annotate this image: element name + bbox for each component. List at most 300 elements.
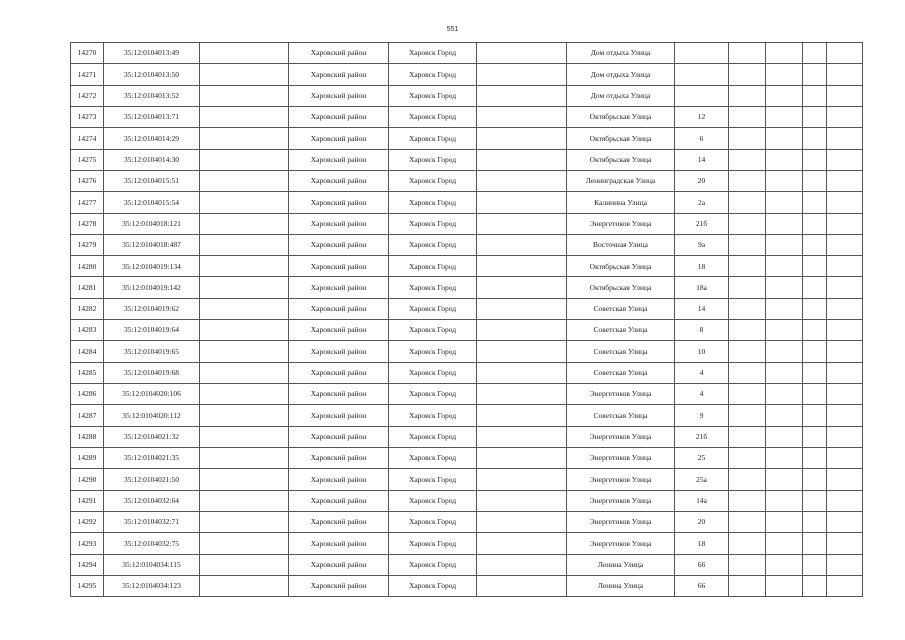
city-cell: Харовск Город xyxy=(389,128,477,149)
city-cell: Харовск Город xyxy=(389,298,477,319)
cadastral-number-cell: 35:12:0104019:65 xyxy=(104,341,200,362)
street-cell: Советская Улица xyxy=(567,298,675,319)
table-body xyxy=(71,43,863,597)
district-cell: Харовский район xyxy=(289,320,389,341)
table-row xyxy=(71,277,863,298)
street-cell: Советская Улица xyxy=(567,362,675,383)
cadastral-number-cell: 35:12:0104021:35 xyxy=(104,447,200,468)
house-number-cell: 25а xyxy=(675,469,729,490)
district-cell: Харовский район xyxy=(289,405,389,426)
city-cell: Харовск Город xyxy=(389,85,477,106)
house-number-cell: 20 xyxy=(675,170,729,191)
table-row xyxy=(71,362,863,383)
empty-cell xyxy=(200,170,289,191)
empty-cell xyxy=(477,426,567,447)
empty-cell xyxy=(827,298,863,319)
district-cell: Харовский район xyxy=(289,149,389,170)
cadastral-number-cell: 35:12:0104018:487 xyxy=(104,234,200,255)
empty-cell xyxy=(803,277,827,298)
row-number-cell: 14282 xyxy=(71,298,104,319)
cadastral-number-cell: 35:12:0104013:49 xyxy=(104,43,200,64)
city-cell: Харовск Город xyxy=(389,341,477,362)
house-number-cell: 14 xyxy=(675,298,729,319)
city-cell: Харовск Город xyxy=(389,170,477,191)
row-number-cell: 14291 xyxy=(71,490,104,511)
cadastral-number-cell: 35:12:0104014:29 xyxy=(104,128,200,149)
empty-cell xyxy=(803,192,827,213)
city-cell: Харовск Город xyxy=(389,490,477,511)
city-cell: Харовск Город xyxy=(389,405,477,426)
city-cell: Харовск Город xyxy=(389,426,477,447)
district-cell: Харовский район xyxy=(289,447,389,468)
empty-cell xyxy=(200,511,289,532)
district-cell: Харовский район xyxy=(289,511,389,532)
table-row xyxy=(71,149,863,170)
city-cell: Харовск Город xyxy=(389,575,477,596)
row-number-cell: 14293 xyxy=(71,533,104,554)
empty-cell xyxy=(827,554,863,575)
street-cell: Октябрьская Улица xyxy=(567,106,675,127)
table-row xyxy=(71,256,863,277)
row-number-cell: 14295 xyxy=(71,575,104,596)
empty-cell xyxy=(803,469,827,490)
empty-cell xyxy=(766,384,803,405)
street-cell: Октябрьская Улица xyxy=(567,149,675,170)
empty-cell xyxy=(200,320,289,341)
district-cell: Харовский район xyxy=(289,575,389,596)
district-cell: Харовский район xyxy=(289,192,389,213)
house-number-cell xyxy=(675,85,729,106)
city-cell: Харовск Город xyxy=(389,511,477,532)
cadastral-number-cell: 35:12:0104019:68 xyxy=(104,362,200,383)
empty-cell xyxy=(729,149,766,170)
empty-cell xyxy=(729,192,766,213)
row-number-cell: 14283 xyxy=(71,320,104,341)
row-number-cell: 14279 xyxy=(71,234,104,255)
cadastral-number-cell: 35:12:0104019:142 xyxy=(104,277,200,298)
city-cell: Харовск Город xyxy=(389,362,477,383)
street-cell: Энергетиков Улица xyxy=(567,490,675,511)
city-cell: Харовск Город xyxy=(389,149,477,170)
empty-cell xyxy=(766,447,803,468)
empty-cell xyxy=(729,298,766,319)
street-cell: Дом отдыха Улица xyxy=(567,43,675,64)
city-cell: Харовск Город xyxy=(389,106,477,127)
street-cell: Энергетиков Улица xyxy=(567,447,675,468)
empty-cell xyxy=(766,511,803,532)
street-cell: Энергетиков Улица xyxy=(567,533,675,554)
district-cell: Харовский район xyxy=(289,533,389,554)
empty-cell xyxy=(766,277,803,298)
street-cell: Ленина Улица xyxy=(567,554,675,575)
empty-cell xyxy=(803,426,827,447)
empty-cell xyxy=(803,447,827,468)
city-cell: Харовск Город xyxy=(389,320,477,341)
empty-cell xyxy=(477,554,567,575)
row-number-cell: 14270 xyxy=(71,43,104,64)
cadastral-number-cell: 35:12:0104034:115 xyxy=(104,554,200,575)
empty-cell xyxy=(477,575,567,596)
house-number-cell: 8 xyxy=(675,320,729,341)
empty-cell xyxy=(803,64,827,85)
empty-cell xyxy=(729,511,766,532)
table-row xyxy=(71,320,863,341)
empty-cell xyxy=(200,298,289,319)
empty-cell xyxy=(200,85,289,106)
empty-cell xyxy=(827,469,863,490)
empty-cell xyxy=(477,149,567,170)
empty-cell xyxy=(803,43,827,64)
empty-cell xyxy=(477,405,567,426)
street-cell: Октябрьская Улица xyxy=(567,256,675,277)
empty-cell xyxy=(803,490,827,511)
empty-cell xyxy=(729,320,766,341)
empty-cell xyxy=(827,85,863,106)
table-row xyxy=(71,469,863,490)
empty-cell xyxy=(477,362,567,383)
empty-cell xyxy=(200,234,289,255)
district-cell: Харовский район xyxy=(289,277,389,298)
row-number-cell: 14287 xyxy=(71,405,104,426)
district-cell: Харовский район xyxy=(289,384,389,405)
empty-cell xyxy=(477,234,567,255)
district-cell: Харовский район xyxy=(289,490,389,511)
empty-cell xyxy=(200,128,289,149)
street-cell: Энергетиков Улица xyxy=(567,511,675,532)
page-number: 551 xyxy=(446,26,459,33)
cadastral-number-cell: 35:12:0104015:51 xyxy=(104,170,200,191)
cadastral-number-cell: 35:12:0104013:71 xyxy=(104,106,200,127)
table-row xyxy=(71,405,863,426)
row-number-cell: 14277 xyxy=(71,192,104,213)
empty-cell xyxy=(729,256,766,277)
empty-cell xyxy=(477,43,567,64)
empty-cell xyxy=(729,362,766,383)
empty-cell xyxy=(477,256,567,277)
empty-cell xyxy=(766,533,803,554)
table-row xyxy=(71,64,863,85)
cadastral-number-cell: 35:12:0104019:62 xyxy=(104,298,200,319)
empty-cell xyxy=(200,490,289,511)
street-cell: Энергетиков Улица xyxy=(567,469,675,490)
row-number-cell: 14290 xyxy=(71,469,104,490)
street-cell: Калинина Улица xyxy=(567,192,675,213)
empty-cell xyxy=(827,149,863,170)
empty-cell xyxy=(200,64,289,85)
row-number-cell: 14274 xyxy=(71,128,104,149)
empty-cell xyxy=(729,85,766,106)
house-number-cell xyxy=(675,43,729,64)
cadastral-number-cell: 35:12:0104019:64 xyxy=(104,320,200,341)
empty-cell xyxy=(766,320,803,341)
row-number-cell: 14294 xyxy=(71,554,104,575)
table-row xyxy=(71,85,863,106)
district-cell: Харовский район xyxy=(289,85,389,106)
empty-cell xyxy=(729,554,766,575)
empty-cell xyxy=(729,533,766,554)
district-cell: Харовский район xyxy=(289,106,389,127)
empty-cell xyxy=(729,64,766,85)
street-cell: Ленина Улица xyxy=(567,575,675,596)
empty-cell xyxy=(477,170,567,191)
empty-cell xyxy=(729,490,766,511)
table-row xyxy=(71,298,863,319)
district-cell: Харовский район xyxy=(289,341,389,362)
cadastral-number-cell: 35:12:0104032:71 xyxy=(104,511,200,532)
table-row xyxy=(71,533,863,554)
empty-cell xyxy=(827,447,863,468)
cadastral-number-cell: 35:12:0104020:112 xyxy=(104,405,200,426)
empty-cell xyxy=(729,234,766,255)
district-cell: Харовский район xyxy=(289,234,389,255)
cadastral-number-cell: 35:12:0104032:64 xyxy=(104,490,200,511)
district-cell: Харовский район xyxy=(289,213,389,234)
empty-cell xyxy=(766,341,803,362)
table-row xyxy=(71,43,863,64)
empty-cell xyxy=(827,320,863,341)
house-number-cell: 66 xyxy=(675,554,729,575)
empty-cell xyxy=(729,277,766,298)
city-cell: Харовск Город xyxy=(389,64,477,85)
empty-cell xyxy=(827,533,863,554)
empty-cell xyxy=(729,426,766,447)
row-number-cell: 14272 xyxy=(71,85,104,106)
table-row xyxy=(71,106,863,127)
empty-cell xyxy=(766,213,803,234)
empty-cell xyxy=(766,554,803,575)
district-cell: Харовский район xyxy=(289,256,389,277)
row-number-cell: 14271 xyxy=(71,64,104,85)
empty-cell xyxy=(200,469,289,490)
cadastral-number-cell: 35:12:0104014:30 xyxy=(104,149,200,170)
house-number-cell: 6 xyxy=(675,128,729,149)
empty-cell xyxy=(827,490,863,511)
empty-cell xyxy=(477,298,567,319)
empty-cell xyxy=(827,277,863,298)
empty-cell xyxy=(827,128,863,149)
empty-cell xyxy=(477,192,567,213)
empty-cell xyxy=(803,149,827,170)
table-row xyxy=(71,447,863,468)
empty-cell xyxy=(729,384,766,405)
empty-cell xyxy=(200,362,289,383)
district-cell: Харовский район xyxy=(289,128,389,149)
street-cell: Энергетиков Улица xyxy=(567,213,675,234)
cadastral-number-cell: 35:12:0104015:54 xyxy=(104,192,200,213)
house-number-cell: 2а xyxy=(675,192,729,213)
row-number-cell: 14286 xyxy=(71,384,104,405)
empty-cell xyxy=(803,234,827,255)
city-cell: Харовск Город xyxy=(389,533,477,554)
house-number-cell: 10 xyxy=(675,341,729,362)
empty-cell xyxy=(729,213,766,234)
empty-cell xyxy=(766,256,803,277)
empty-cell xyxy=(477,447,567,468)
empty-cell xyxy=(477,128,567,149)
house-number-cell: 21б xyxy=(675,426,729,447)
empty-cell xyxy=(200,384,289,405)
cadastral-number-cell: 35:12:0104020:106 xyxy=(104,384,200,405)
city-cell: Харовск Город xyxy=(389,554,477,575)
district-cell: Харовский район xyxy=(289,64,389,85)
empty-cell xyxy=(200,554,289,575)
street-cell: Энергетиков Улица xyxy=(567,426,675,447)
table-row xyxy=(71,554,863,575)
empty-cell xyxy=(827,362,863,383)
table-row xyxy=(71,511,863,532)
empty-cell xyxy=(803,85,827,106)
cadastral-number-cell: 35:12:0104021:32 xyxy=(104,426,200,447)
empty-cell xyxy=(766,575,803,596)
street-cell: Советская Улица xyxy=(567,320,675,341)
empty-cell xyxy=(803,533,827,554)
district-cell: Харовский район xyxy=(289,170,389,191)
empty-cell xyxy=(766,234,803,255)
street-cell: Ленинградская Улица xyxy=(567,170,675,191)
cadastral-number-cell: 35:12:0104013:52 xyxy=(104,85,200,106)
empty-cell xyxy=(200,447,289,468)
house-number-cell: 14 xyxy=(675,149,729,170)
empty-cell xyxy=(200,149,289,170)
empty-cell xyxy=(477,341,567,362)
table-row xyxy=(71,192,863,213)
house-number-cell: 9а xyxy=(675,234,729,255)
empty-cell xyxy=(827,384,863,405)
empty-cell xyxy=(827,43,863,64)
house-number-cell: 25 xyxy=(675,447,729,468)
empty-cell xyxy=(803,341,827,362)
cadastral-number-cell: 35:12:0104021:50 xyxy=(104,469,200,490)
empty-cell xyxy=(477,213,567,234)
district-cell: Харовский район xyxy=(289,298,389,319)
row-number-cell: 14280 xyxy=(71,256,104,277)
house-number-cell: 4 xyxy=(675,362,729,383)
empty-cell xyxy=(766,490,803,511)
empty-cell xyxy=(827,256,863,277)
empty-cell xyxy=(477,85,567,106)
empty-cell xyxy=(803,554,827,575)
street-cell: Энергетиков Улица xyxy=(567,384,675,405)
empty-cell xyxy=(477,64,567,85)
row-number-cell: 14273 xyxy=(71,106,104,127)
house-number-cell: 9 xyxy=(675,405,729,426)
empty-cell xyxy=(200,405,289,426)
empty-cell xyxy=(200,106,289,127)
row-number-cell: 14288 xyxy=(71,426,104,447)
empty-cell xyxy=(803,511,827,532)
empty-cell xyxy=(827,213,863,234)
city-cell: Харовск Город xyxy=(389,234,477,255)
empty-cell xyxy=(729,405,766,426)
table-row xyxy=(71,426,863,447)
street-cell: Советская Улица xyxy=(567,405,675,426)
empty-cell xyxy=(803,575,827,596)
empty-cell xyxy=(803,128,827,149)
city-cell: Харовск Город xyxy=(389,469,477,490)
row-number-cell: 14276 xyxy=(71,170,104,191)
house-number-cell: 14а xyxy=(675,490,729,511)
empty-cell xyxy=(729,128,766,149)
empty-cell xyxy=(200,277,289,298)
empty-cell xyxy=(729,170,766,191)
district-cell: Харовский район xyxy=(289,362,389,383)
empty-cell xyxy=(200,192,289,213)
street-cell: Советская Улица xyxy=(567,341,675,362)
empty-cell xyxy=(477,469,567,490)
empty-cell xyxy=(803,170,827,191)
house-number-cell xyxy=(675,64,729,85)
empty-cell xyxy=(766,192,803,213)
empty-cell xyxy=(477,384,567,405)
empty-cell xyxy=(803,362,827,383)
city-cell: Харовск Город xyxy=(389,43,477,64)
street-cell: Октябрьская Улица xyxy=(567,128,675,149)
empty-cell xyxy=(827,341,863,362)
empty-cell xyxy=(803,213,827,234)
empty-cell xyxy=(477,533,567,554)
empty-cell xyxy=(766,298,803,319)
empty-cell xyxy=(827,426,863,447)
empty-cell xyxy=(827,106,863,127)
empty-cell xyxy=(827,511,863,532)
house-number-cell: 21б xyxy=(675,213,729,234)
empty-cell xyxy=(729,106,766,127)
empty-cell xyxy=(729,447,766,468)
house-number-cell: 20 xyxy=(675,511,729,532)
city-cell: Харовск Город xyxy=(389,277,477,298)
empty-cell xyxy=(803,384,827,405)
empty-cell xyxy=(827,575,863,596)
table-row xyxy=(71,128,863,149)
empty-cell xyxy=(766,85,803,106)
empty-cell xyxy=(766,426,803,447)
empty-cell xyxy=(766,43,803,64)
empty-cell xyxy=(827,170,863,191)
empty-cell xyxy=(200,43,289,64)
district-cell: Харовский район xyxy=(289,426,389,447)
row-number-cell: 14278 xyxy=(71,213,104,234)
empty-cell xyxy=(766,405,803,426)
row-number-cell: 14292 xyxy=(71,511,104,532)
empty-cell xyxy=(729,341,766,362)
empty-cell xyxy=(200,341,289,362)
house-number-cell: 18а xyxy=(675,277,729,298)
empty-cell xyxy=(729,43,766,64)
empty-cell xyxy=(803,320,827,341)
cadastral-number-cell: 35:12:0104032:75 xyxy=(104,533,200,554)
empty-cell xyxy=(766,106,803,127)
house-number-cell: 12 xyxy=(675,106,729,127)
empty-cell xyxy=(477,320,567,341)
empty-cell xyxy=(729,469,766,490)
empty-cell xyxy=(766,149,803,170)
city-cell: Харовск Город xyxy=(389,447,477,468)
table-row xyxy=(71,234,863,255)
table-row xyxy=(71,490,863,511)
cadastral-number-cell: 35:12:0104019:134 xyxy=(104,256,200,277)
house-number-cell: 4 xyxy=(675,384,729,405)
city-cell: Харовск Город xyxy=(389,192,477,213)
empty-cell xyxy=(200,533,289,554)
empty-cell xyxy=(477,106,567,127)
cadastral-number-cell: 35:12:0104018:121 xyxy=(104,213,200,234)
empty-cell xyxy=(477,277,567,298)
empty-cell xyxy=(200,426,289,447)
street-cell: Восточная Улица xyxy=(567,234,675,255)
empty-cell xyxy=(827,192,863,213)
empty-cell xyxy=(200,256,289,277)
empty-cell xyxy=(803,106,827,127)
